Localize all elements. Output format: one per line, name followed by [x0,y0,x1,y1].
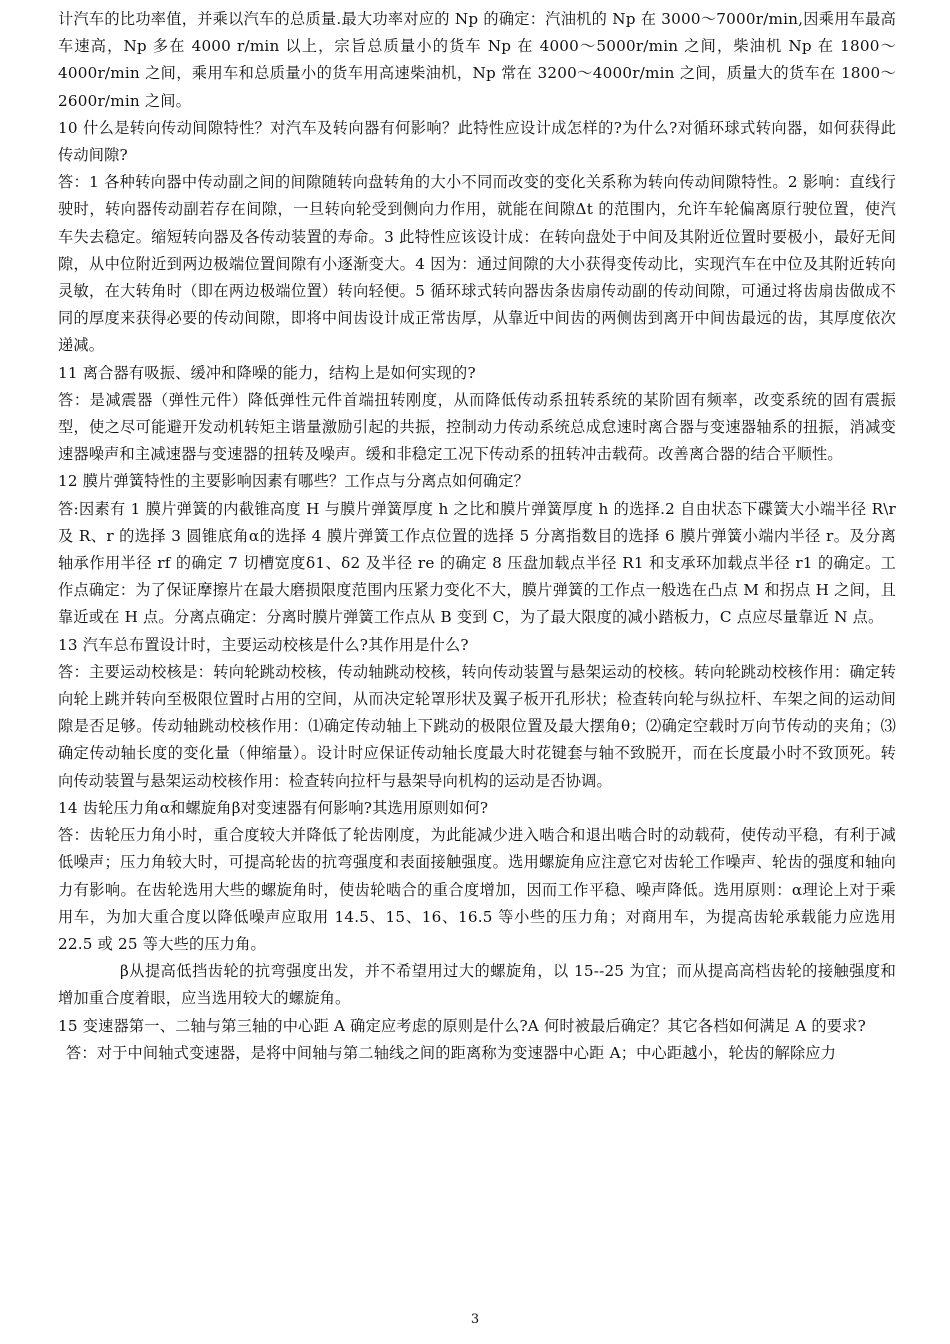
question-13: 13 汽车总布置设计时，主要运动校核是什么?其作用是什么? [58,635,469,654]
answer-10: 答：1 各种转向器中传动副之间的间隙随转向盘转角的大小不同而改变的变化关系称为转向传动间隙特性。2 影响：直线行驶时，转向器传动副若存在间隙，一旦转向轮受到侧向力作用，就能在间隙Δt 的范围内，允许车轮偏离原行驶位置，使汽车失去稳定。缩短转向器及各传动装置的寿命。3 此特性应该设计成：在转向盘处于中间及其附近位置时要极小，最好无间隙，从中位附近到两边极端位置间隙有小逐渐变大。4 因为：通过间隙的大小获得变传动比，实现汽车在中位及其附近转向灵敏，在大转角时（即在两边极端位置）转向轻便。5 循环球式转向器齿条齿扇传动副的传动间隙，可通过将齿扇齿做成不同的厚度来获得必要的传动间隙，即将中间齿设计成正常齿厚，从靠近中间齿的两侧齿到离开中间齿最远的齿，其厚度依次递减。 [58,173,896,355]
answer-12: 答:因素有 1 膜片弹簧的内截锥高度 H 与膜片弹簧厚度 h 之比和膜片弹簧厚度 h 的选择.2 自由状态下碟簧大小端半径 R\r 及 R、r 的选择 3 圆锥底角α的选择 4 膜片弹簧工作点位置的选择 5 分离指数目的选择 6 膜片弹簧小端内半径 r。及分离轴承作用半径 rf 的确定 7 切槽宽度δ1、δ2 及半径 re 的确定 8 压盘加载点半径 R1 和支承环加载点半径 r1 的确定。工作点确定：为了保证摩擦片在最大磨损限度范围内压紧力变化不大，膜片弹簧的工作点一般选在凸点 M 和拐点 H 之间，且靠近或在 H 点。分离点确定：分离时膜片弹簧工作点从 B 变到 C，为了最大限度的减小踏板力，C 点应尽量靠近 N 点。 [58,499,896,627]
question-11: 11 离合器有吸振、缓冲和降噪的能力，结构上是如何实现的? [58,363,476,382]
body-text [58,6,896,1067]
answer-13: 答：主要运动校核是：转向轮跳动校核，传动轴跳动校核，转向传动装置与悬架运动的校核。转向轮跳动校核作用：确定转向轮上跳并转向至极限位置时占用的空间，从而决定轮罩形状及翼子板开孔形状；检查转向轮与纵拉杆、车架之间的运动间隙是否足够。传动轴跳动校核作用：⑴确定传动轴上下跳动的极限位置及最大摆角θ；⑵确定空载时万向节传动的夹角；⑶确定传动轴长度的变化量（伸缩量）。设计时应保证传动轴长度最大时花键套与轴不致脱开，而在长度最小时不致顶死。转向传动装置与悬架运动校核作用：检查转向拉杆与悬架导向机构的运动是否协调。 [58,662,896,790]
question-12: 12 膜片弹簧特性的主要影响因素有哪些？工作点与分离点如何确定？ [58,472,529,491]
answer-14: 答：齿轮压力角小时，重合度较大并降低了轮齿刚度，为此能减少进入啮合和退出啮合时的动载荷，使传动平稳，有利于减低噪声；压力角较大时，可提高轮齿的抗弯强度和表面接触强度。选用螺旋角应注意它对齿轮工作噪声、轮齿的强度和轴向力有影响。在齿轮选用大些的螺旋角时，使齿轮啮合的重合度增加，因而工作平稳、噪声降低。选用原则：α理论上对于乘用车，为加大重合度以降低噪声应取用 14.5、15、16、16.5 等小些的压力角；对商用车，为提高齿轮承载能力应选用 22.5 或 25 等大些的压力角。 [58,826,896,953]
question-10: 10 什么是转向传动间隙特性？对汽车及转向器有何影响？此特性应设计成怎样的?为什么?对循环球式转向器，如何获得此传动间隙? [58,118,896,165]
answer-15: 答：对于中间轴式变速器，是将中间轴与第二轴线之间的距离称为变速器中心距 A；中心距越小，轮齿的解除应力 [66,1043,837,1062]
page-number: 3 [470,1312,480,1327]
answer-14-beta: β从提高低挡齿轮的抗弯强度出发，并不希望用过大的螺旋角，以 15--25 为宜；而从提高高档齿轮的接触强度和增加重合度着眼，应当选用较大的螺旋角。 [58,962,896,1008]
question-15: 15 变速器第一、二轴与第三轴的中心距 A 确定应考虑的原则是什么?A 何时被最后确定？其它各档如何满足 A 的要求? [58,1016,866,1035]
question-14: 14 齿轮压力角α和螺旋角β对变速器有何影响?其选用原则如何? [58,798,489,817]
answer-11: 答：是减震器（弹性元件）降低弹性元件首端扭转刚度，从而降低传动系扭转系统的某阶固有频率，改变系统的固有震振型，使之尽可能避开发动机转矩主谐量激励引起的共振，控制动力传动系统总成怠速时离合器与变速器轴系的扭振，消减变速器噪声和主减速器与变速器的扭转及噪声。缓和非稳定工况下传动系的扭转冲击载荷。改善离合器的结合平顺性。 [58,390,896,464]
paragraph-np-determination: 计汽车的比功率值，并乘以汽车的总质量.最大功率对应的 Np 的确定：汽油机的 Np 在 3000～7000r/min,因乘用车最高车速高，Np 多在 4000 r/min 以上，宗旨总质量小的货车 Np 在 4000～5000r/min 之间，柴油机 Np 在 1800～4000r/min 之间，乘用车和总质量小的货车用高速柴油机，Np 常在 3200～4000r/min 之间，质量大的货车在 1800～2600r/min 之间。 [58,10,896,110]
